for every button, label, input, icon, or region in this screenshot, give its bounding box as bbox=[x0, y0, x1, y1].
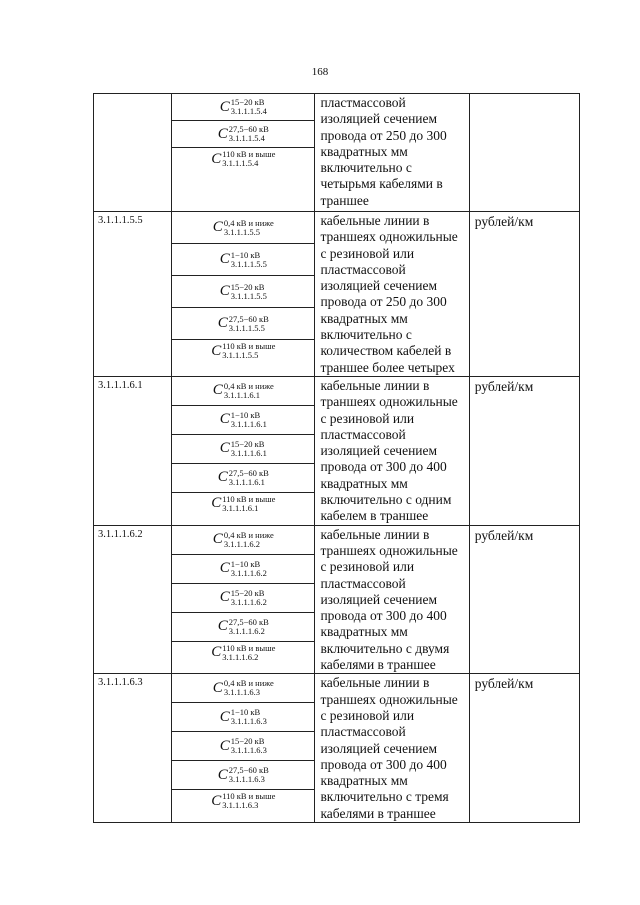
row-code: 3.1.1.1.6.1 bbox=[94, 376, 172, 525]
symbol-superscript: 15−20 кВ bbox=[230, 736, 265, 747]
symbol-letter: C bbox=[219, 560, 230, 577]
symbol-subscript: 3.1.1.1.5.5 bbox=[230, 258, 267, 269]
symbol-subscript: 3.1.1.1.6.1 bbox=[228, 476, 265, 487]
tariff-symbol bbox=[211, 792, 275, 810]
tariff-symbol bbox=[211, 342, 275, 360]
symbol-row bbox=[172, 613, 314, 642]
page-number: 168 bbox=[311, 66, 329, 78]
symbol-subscript: 3.1.1.1.6.1 bbox=[230, 418, 267, 429]
symbol-letter: C bbox=[217, 125, 228, 142]
symbol-superscript: 27,5−60 кВ bbox=[228, 616, 269, 627]
tariff-symbol bbox=[218, 766, 269, 784]
symbol-letter: C bbox=[211, 150, 222, 167]
symbol-superscript: 0,4 кВ и ниже bbox=[223, 380, 274, 391]
symbol-row bbox=[172, 212, 314, 244]
symbol-superscript: 27,5−60 кВ bbox=[228, 313, 269, 324]
symbol-letter: C bbox=[219, 251, 230, 267]
symbol-cell bbox=[172, 376, 315, 525]
symbol-superscript: 27,5−60 кВ bbox=[228, 467, 269, 478]
row-code: 3.1.1.1.5.5 bbox=[94, 212, 172, 377]
symbol-row bbox=[172, 148, 314, 211]
symbol-cell bbox=[172, 525, 315, 674]
symbol-cell bbox=[172, 674, 315, 823]
row-description: кабельные линии в траншеях одножильные с резиновой или пластмассовой изоляцией сечением провода от 250 до 300 квадратных мм включительно с количеством кабелей в траншее более четырех bbox=[315, 212, 469, 377]
row-code: 3.1.1.1.6.3 bbox=[94, 674, 172, 823]
symbol-subscript: 3.1.1.1.6.2 bbox=[222, 651, 259, 662]
symbol-letter: C bbox=[217, 618, 228, 635]
symbol-row bbox=[172, 493, 314, 522]
symbol-subscript: 3.1.1.1.6.2 bbox=[228, 625, 265, 636]
table-row bbox=[94, 376, 580, 525]
symbol-superscript: 27,5−60 кВ bbox=[228, 765, 269, 776]
tariff-symbol bbox=[211, 150, 275, 168]
tariff-symbol bbox=[218, 125, 269, 143]
symbol-superscript: 15−20 кВ bbox=[230, 587, 265, 598]
symbol-row bbox=[172, 406, 314, 435]
symbol-row bbox=[172, 244, 314, 276]
symbol-letter: C bbox=[219, 98, 230, 115]
row-unit: рублей/км bbox=[469, 376, 579, 525]
symbol-subscript: 3.1.1.1.6.2 bbox=[223, 538, 260, 549]
symbol-subscript: 3.1.1.1.6.1 bbox=[230, 447, 267, 458]
symbol-row bbox=[172, 94, 314, 121]
symbol-subscript: 3.1.1.1.5.4 bbox=[222, 158, 259, 168]
table-row bbox=[94, 94, 580, 212]
row-description: кабельные линии в траншеях одножильные с резиновой или пластмассовой изоляцией сечением провода от 300 до 400 квадратных мм включительно с тремя кабелями в траншее bbox=[315, 674, 469, 823]
symbol-letter: C bbox=[212, 382, 223, 399]
symbol-row bbox=[172, 732, 314, 761]
row-code: 3.1.1.1.6.2 bbox=[94, 525, 172, 674]
symbol-letter: C bbox=[217, 766, 228, 783]
tariff-symbol bbox=[220, 737, 267, 755]
symbol-row bbox=[172, 584, 314, 613]
symbol-row bbox=[172, 308, 314, 340]
symbol-subscript: 3.1.1.1.6.3 bbox=[230, 745, 267, 756]
symbol-superscript: 110 кВ и выше bbox=[222, 791, 276, 802]
symbol-row bbox=[172, 703, 314, 732]
symbol-row bbox=[172, 642, 314, 671]
symbol-row bbox=[172, 377, 314, 406]
tariff-symbol bbox=[220, 251, 267, 269]
symbol-subscript: 3.1.1.1.5.5 bbox=[223, 226, 260, 237]
symbol-subscript: 3.1.1.1.6.1 bbox=[223, 389, 260, 400]
symbol-letter: C bbox=[219, 440, 230, 457]
tariff-symbol bbox=[220, 411, 267, 429]
symbol-letter: C bbox=[212, 679, 223, 696]
symbol-row bbox=[172, 435, 314, 464]
symbol-row bbox=[172, 526, 314, 555]
symbol-letter: C bbox=[219, 737, 230, 754]
symbol-letter: C bbox=[217, 469, 228, 486]
symbol-superscript: 1−10 кВ bbox=[230, 558, 261, 569]
symbol-superscript: 15−20 кВ bbox=[230, 281, 265, 292]
symbol-subscript: 3.1.1.1.6.3 bbox=[230, 716, 267, 727]
symbol-superscript: 0,4 кВ и ниже bbox=[223, 217, 274, 228]
symbol-letter: C bbox=[211, 342, 222, 359]
tariff-symbol bbox=[213, 531, 274, 549]
symbol-row bbox=[172, 121, 314, 148]
symbol-superscript: 110 кВ и выше bbox=[222, 149, 276, 159]
symbol-letter: C bbox=[212, 219, 223, 235]
row-unit: рублей/км bbox=[469, 525, 579, 674]
symbol-subscript: 3.1.1.1.6.3 bbox=[223, 687, 260, 698]
symbol-subscript: 3.1.1.1.5.5 bbox=[222, 350, 259, 360]
tariff-symbol bbox=[220, 708, 267, 726]
tariff-symbol bbox=[220, 560, 267, 578]
tariff-symbol bbox=[213, 679, 274, 697]
table-row bbox=[94, 212, 580, 377]
symbol-row bbox=[172, 674, 314, 703]
symbol-superscript: 0,4 кВ и ниже bbox=[223, 678, 274, 689]
symbol-letter: C bbox=[219, 589, 230, 606]
tariff-symbol bbox=[218, 618, 269, 636]
row-code bbox=[94, 94, 172, 212]
tariff-symbol bbox=[220, 589, 267, 607]
symbol-subscript: 3.1.1.1.6.3 bbox=[222, 800, 259, 811]
table-body bbox=[94, 94, 580, 823]
tariff-symbol bbox=[211, 644, 275, 662]
tariff-symbol bbox=[213, 219, 274, 237]
row-description: кабельные линии в траншеях одножильные с резиновой или пластмассовой изоляцией сечением провода от 300 до 400 квадратных мм включительно с одним кабелем в траншее bbox=[315, 376, 469, 525]
symbol-row bbox=[172, 464, 314, 493]
symbol-row bbox=[172, 790, 314, 822]
tariff-symbol bbox=[211, 495, 275, 513]
symbol-letter: C bbox=[211, 644, 222, 661]
table-row bbox=[94, 674, 580, 823]
symbol-cell bbox=[172, 94, 315, 212]
symbol-row bbox=[172, 555, 314, 584]
tariff-table bbox=[93, 93, 580, 823]
symbol-superscript: 110 кВ и выше bbox=[222, 493, 276, 504]
tariff-symbol bbox=[218, 469, 269, 487]
row-description: пластмассовой изоляцией сечением провода от 250 до 300 квадратных мм включительно с четырьмя кабелями в траншее bbox=[315, 94, 469, 212]
symbol-superscript: 1−10 кВ bbox=[230, 249, 261, 260]
symbol-letter: C bbox=[217, 315, 228, 331]
symbol-superscript: 110 кВ и выше bbox=[222, 642, 276, 653]
tariff-symbol bbox=[220, 98, 267, 116]
table-row bbox=[94, 525, 580, 674]
symbol-letter: C bbox=[212, 531, 223, 548]
symbol-row bbox=[172, 340, 314, 375]
tariff-symbol bbox=[220, 283, 267, 301]
symbol-subscript: 3.1.1.1.6.3 bbox=[228, 774, 265, 785]
row-unit bbox=[469, 94, 579, 212]
tariff-symbol bbox=[213, 382, 274, 400]
row-unit: рублей/км bbox=[469, 212, 579, 377]
symbol-superscript: 1−10 кВ bbox=[230, 409, 261, 420]
symbol-letter: C bbox=[219, 708, 230, 725]
symbol-subscript: 3.1.1.1.6.2 bbox=[230, 596, 267, 607]
row-unit: рублей/км bbox=[469, 674, 579, 823]
symbol-letter: C bbox=[211, 495, 222, 512]
symbol-letter: C bbox=[219, 411, 230, 428]
symbol-superscript: 15−20 кВ bbox=[230, 438, 265, 449]
symbol-subscript: 3.1.1.1.5.4 bbox=[228, 133, 265, 143]
symbol-row bbox=[172, 761, 314, 790]
symbol-subscript: 3.1.1.1.5.5 bbox=[228, 322, 265, 333]
symbol-superscript: 15−20 кВ bbox=[230, 97, 265, 107]
symbol-letter: C bbox=[211, 792, 222, 809]
symbol-row bbox=[172, 276, 314, 308]
symbol-subscript: 3.1.1.1.6.1 bbox=[222, 502, 259, 513]
symbol-subscript: 3.1.1.1.6.2 bbox=[230, 567, 267, 578]
symbol-superscript: 110 кВ и выше bbox=[222, 341, 276, 351]
symbol-cell bbox=[172, 212, 315, 377]
symbol-superscript: 0,4 кВ и ниже bbox=[223, 529, 274, 540]
symbol-subscript: 3.1.1.1.5.4 bbox=[230, 106, 267, 116]
tariff-symbol bbox=[220, 440, 267, 458]
symbol-subscript: 3.1.1.1.5.5 bbox=[230, 290, 267, 301]
symbol-superscript: 1−10 кВ bbox=[230, 707, 261, 718]
symbol-superscript: 27,5−60 кВ bbox=[228, 124, 269, 134]
tariff-symbol bbox=[218, 315, 269, 333]
symbol-letter: C bbox=[219, 283, 230, 299]
row-description: кабельные линии в траншеях одножильные с резиновой или пластмассовой изоляцией сечением провода от 300 до 400 квадратных мм включительно с двумя кабелями в траншее bbox=[315, 525, 469, 674]
